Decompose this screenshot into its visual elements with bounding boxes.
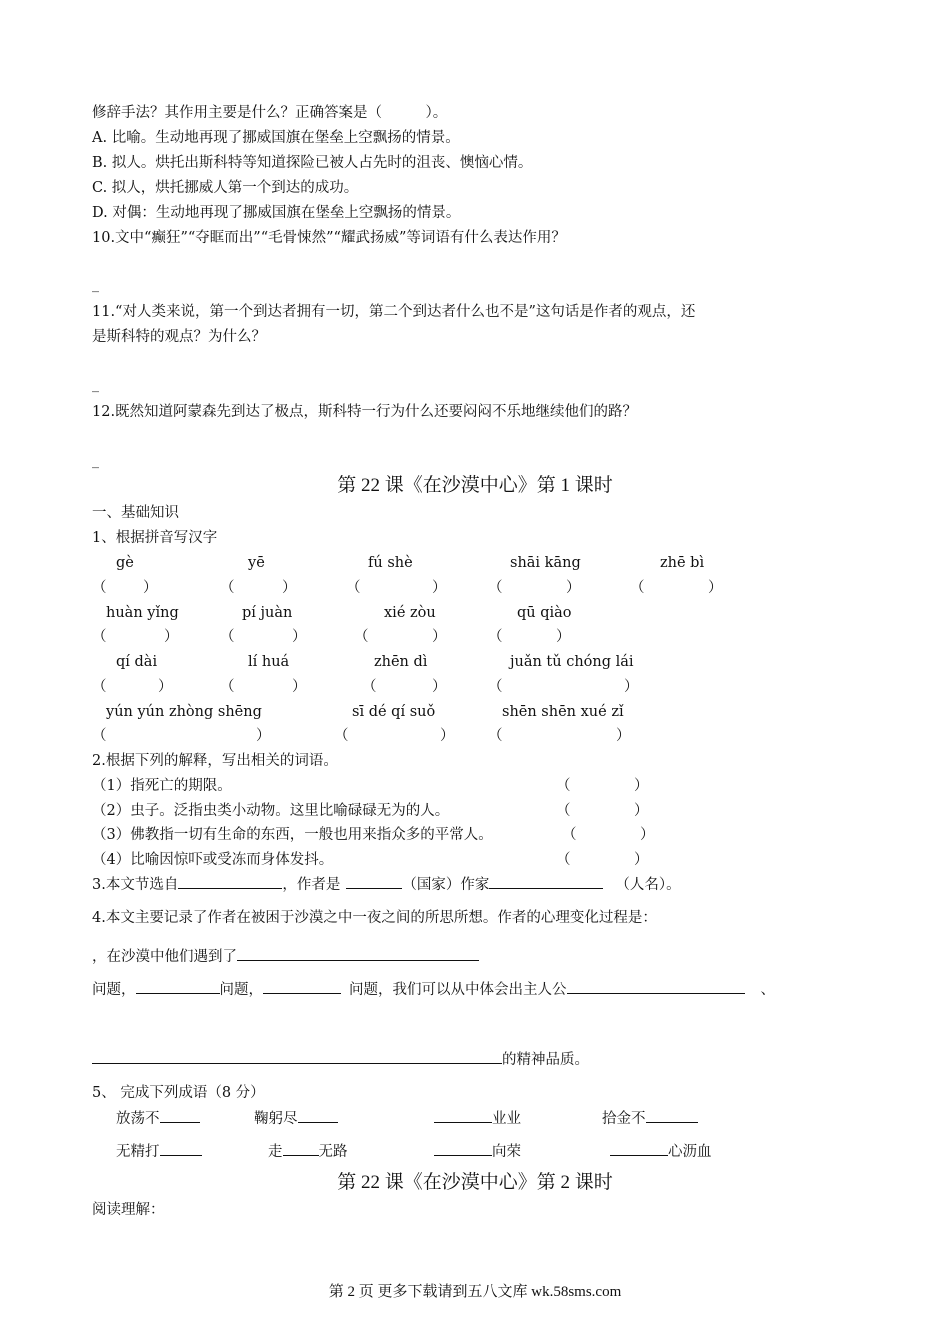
q4-text: 问题， (92, 982, 136, 998)
pinyin: pí juàn (242, 605, 293, 621)
answer-blank-close: ） (432, 679, 447, 695)
answer-mark: _ (92, 377, 99, 393)
q2-item: （2）虫子。泛指虫类小动物。这里比喻碌碌无为的人。 (92, 803, 450, 819)
answer-line (567, 979, 745, 994)
answer-line (346, 874, 402, 889)
answer-blank-close: ） (640, 827, 655, 843)
q4-line3 (92, 979, 775, 1000)
pinyin: qū qiào (517, 605, 572, 621)
pinyin: zhēn dì (374, 654, 428, 670)
answer-blank-open: （ (556, 778, 571, 794)
answer-mark: _ (92, 277, 99, 293)
question-10: 10.文中“癫狂”“夺眶而出”“毛骨悚然”“耀武扬威”等词语有什么表达作用？ (92, 230, 566, 246)
answer-blank-close: ） (556, 629, 571, 645)
answer-blank-open: （ (220, 679, 235, 695)
q9-option-b: B. 拟人。烘托出斯科特等知道探险已被人占先时的沮丧、懊恼心情。 (92, 155, 533, 171)
answer-blank-open: （ (92, 629, 107, 645)
answer-line (263, 979, 341, 994)
q1-heading: 1、根据拼音写汉字 (92, 530, 218, 546)
question-12: 12.既然知道阿蒙森先到达了极点，斯科特一行为什么还要闷闷不乐地继续他们的路？ (92, 404, 638, 420)
lesson2-title: 第 22 课《在沙漠中心》第 2 课时 (337, 1172, 613, 1193)
answer-blank-close: ） (440, 728, 455, 744)
pinyin: zhē bì (660, 555, 705, 571)
q9-option-d: D. 对偶：生动地再现了挪威国旗在堡垒上空飘扬的情景。 (92, 205, 461, 221)
answer-line (178, 874, 282, 889)
answer-line (237, 946, 479, 961)
q4-text: 、 (760, 982, 775, 998)
q3-text: 3.本文节选自 (92, 877, 179, 893)
answer-line (646, 1108, 698, 1123)
idiom: 心沥血 (610, 1141, 712, 1162)
answer-blank-open: （ (488, 629, 503, 645)
answer-blank-open: （ (630, 580, 645, 596)
q3-text: （国家）作家 (402, 877, 490, 893)
q4-text: 问题，我们可以从中体会出主人公 (349, 982, 567, 998)
q2-heading: 2.根据下列的解释，写出相关的词语。 (92, 753, 338, 769)
page-footer: 第 2 页 更多下载请到五八文库 wk.58sms.com (328, 1284, 622, 1300)
pinyin: gè (116, 555, 134, 571)
answer-blank-close: ） (634, 778, 649, 794)
q9-option-a: A. 比喻。生动地再现了挪威国旗在堡垒上空飘扬的情景。 (92, 130, 460, 146)
q2-item: （1）指死亡的期限。 (92, 778, 232, 794)
answer-blank-close: ） (566, 580, 581, 596)
q4-text: 问题， (219, 982, 263, 998)
q2-item: （4）比喻因惊吓或受冻而身体发抖。 (92, 852, 334, 868)
answer-blank-open: （ (488, 679, 503, 695)
answer-line (298, 1108, 338, 1123)
answer-blank-open: （ (488, 580, 503, 596)
idiom: 向荣 (434, 1141, 521, 1162)
pinyin: fú shè (368, 555, 413, 571)
reading-heading: 阅读理解： (92, 1202, 165, 1218)
answer-blank-close: ） (624, 679, 639, 695)
pinyin: xié zòu (384, 605, 436, 621)
answer-blank-open: （ (92, 728, 107, 744)
pinyin: qí dài (116, 654, 158, 670)
idiom: 业业 (434, 1108, 521, 1129)
q4-text: 的精神品质。 (502, 1052, 589, 1068)
answer-blank-close: ） (143, 580, 158, 596)
pinyin: yē (248, 555, 265, 571)
answer-line (92, 1049, 502, 1064)
pinyin: shēn shēn xué zǐ (502, 704, 624, 720)
q9-option-c: C. 拟人，烘托挪威人第一个到达的成功。 (92, 180, 359, 196)
answer-blank-close: ） (292, 679, 307, 695)
pinyin: sī dé qí suǒ (352, 704, 436, 720)
answer-blank-close: ） (292, 629, 307, 645)
answer-line (434, 1141, 492, 1156)
pinyin: lí huá (248, 654, 290, 670)
answer-blank-close: ） (616, 728, 631, 744)
question-11-line2: 是斯科特的观点？为什么？ (92, 329, 266, 345)
q4-line1: 4.本文主要记录了作者在被困于沙漠之中一夜之间的所思所想。作者的心理变化过程是： (92, 910, 657, 926)
q4-line4 (92, 1049, 589, 1070)
answer-blank-open: （ (488, 728, 503, 744)
answer-line (136, 979, 220, 994)
idiom: 放荡不 (116, 1108, 200, 1129)
answer-blank-close: ） (158, 679, 173, 695)
question-11-line1: 11.“对人类来说，第一个到达者拥有一切，第二个到达者什么也不是”这句话是作者的观点，还 (92, 304, 696, 320)
idiom: 走 无路 (268, 1141, 348, 1162)
answer-blank-open: （ (556, 852, 571, 868)
answer-blank-close: ） (164, 629, 179, 645)
idiom: 无精打 (116, 1141, 202, 1162)
q5-heading: 5、 完成下列成语（8 分） (92, 1085, 265, 1101)
pinyin: juǎn tǔ chóng lái (510, 654, 634, 670)
section-basic-knowledge: 一、基础知识 (92, 505, 179, 521)
answer-blank-open: （ (220, 580, 235, 596)
idiom: 拾金不 (602, 1108, 698, 1129)
answer-blank-close: ） (432, 580, 447, 596)
answer-line (489, 874, 603, 889)
answer-blank-close: ） (634, 852, 649, 868)
answer-blank-close: ） (282, 580, 297, 596)
answer-blank-close: ） (634, 803, 649, 819)
pinyin: yún yún zhòng shēng (106, 704, 262, 720)
q4-line2 (92, 946, 479, 967)
answer-mark: _ (92, 453, 99, 469)
q2-item: （3）佛教指一切有生命的东西，一般也用来指众多的平常人。 (92, 827, 493, 843)
q9-tail: 修辞手法？其作用主要是什么？正确答案是（ ）。 (92, 105, 448, 121)
lesson1-title: 第 22 课《在沙漠中心》第 1 课时 (337, 475, 613, 496)
answer-blank-open: （ (354, 629, 369, 645)
answer-blank-open: （ (562, 827, 577, 843)
answer-blank-open: （ (362, 679, 377, 695)
answer-blank-close: ） (708, 580, 723, 596)
question-3 (92, 874, 681, 895)
answer-blank-open: （ (92, 580, 107, 596)
q4-text: ，在沙漠中他们遇到了 (92, 949, 237, 965)
pinyin: huàn yǐng (106, 605, 179, 621)
q3-text: （人名）。 (615, 877, 681, 893)
answer-line (283, 1141, 319, 1156)
pinyin: shāi kāng (510, 555, 581, 571)
answer-blank-open: （ (346, 580, 361, 596)
answer-blank-open: （ (92, 679, 107, 695)
answer-blank-close: ） (256, 728, 271, 744)
answer-blank-open: （ (220, 629, 235, 645)
answer-blank-close: ） (432, 629, 447, 645)
answer-blank-open: （ (556, 803, 571, 819)
q3-text: ，作者是 (282, 877, 341, 893)
answer-blank-open: （ (334, 728, 349, 744)
idiom: 鞠躬尽 (254, 1108, 338, 1129)
answer-line (434, 1108, 492, 1123)
answer-line (610, 1141, 668, 1156)
answer-line (160, 1108, 200, 1123)
answer-line (160, 1141, 202, 1156)
